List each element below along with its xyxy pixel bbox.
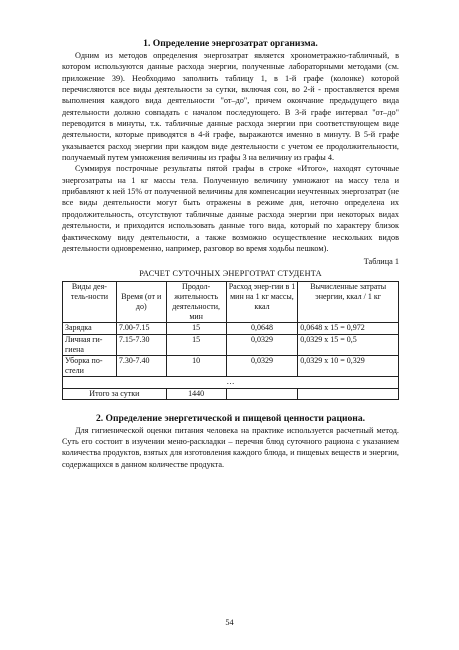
page-number: 54 [225,618,234,627]
ellipsis-cell: … [63,377,399,388]
cell-time: 7.00-7.15 [116,323,166,334]
header-energy-rate: Расход энер-гии в 1 мин на 1 кг массы, ккал [226,281,298,323]
total-value: 1440 [166,388,226,399]
total-empty-cell [298,388,399,399]
section2-paragraph-1: Для гигиенической оценки питания человека на практике используется расчетный метод. Суть его состоит в изучении меню-раскладки – перечня блюд суточного рациона с указанием количества продуктов, взятых для изготовления каждого блюда, и пищевых веществ и энергии, содержащихся в данном количестве продукта. [62,425,399,469]
header-duration: Продол-жительность деятельности, мин [166,281,226,323]
header-activity: Виды дея-тель-ности [63,281,117,323]
section1-paragraph-2: Суммируя построчные результаты пятой графы в строке «Итого», находят суточные энергозатраты на 1 кг массы тела. Полученную величину умножают на массу тела и прибавляют к ней 15% от полученной величины для компенсации неучтенных энергозатрат (не все виды деятельности могут быть отражены в режиме дня, неточно определена их продолжительность, отсутствуют табличные данные расхода энергии при некоторых видах деятельности, и приходится использовать данные того вида, который по характеру близок фактическому виду деятельности, а также возможно осуществление нескольких видов деятельности одновременно, например, разговор во время ходьбы пешком). [62,164,399,253]
header-time: Время (от и до) [116,281,166,323]
table-caption: Таблица 1 [363,257,399,267]
total-label: Итого за сутки [63,388,167,399]
table-row [63,323,399,334]
cell-activity: Уборка по-стели [63,355,117,376]
cell-rate: 0,0329 [226,355,298,376]
cell-duration: 15 [166,334,226,355]
cell-activity: Личная ги-гиена [63,334,117,355]
cell-time: 7.15-7.30 [116,334,166,355]
cell-duration: 10 [166,355,226,376]
cell-total: 0,0329 x 10 = 0,329 [298,355,399,376]
cell-time: 7.30-7.40 [116,355,166,376]
total-empty-cell [226,388,298,399]
table-total-row [63,388,399,399]
table-header-row [63,281,399,323]
cell-rate: 0,0648 [226,323,298,334]
table-row [63,334,399,355]
section2-heading: 2. Определение энергетической и пищевой ценности рациона. [95,412,366,424]
table-row [63,355,399,376]
cell-rate: 0,0329 [226,334,298,355]
header-energy-total: Вычисленные затраты энергии, ккал / 1 кг [298,281,399,323]
cell-activity: Зарядка [63,323,117,334]
table-ellipsis-row [63,377,399,388]
cell-total: 0,0648 x 15 = 0,972 [298,323,399,334]
cell-duration: 15 [166,323,226,334]
cell-total: 0,0329 x 15 = 0,5 [298,334,399,355]
section1-paragraph-1: Одним из методов определения энергозатрат является хронометражно-табличный, в котором используются данные расхода энергии, полученные лабораторными методами (см. приложение 39). Необходимо заполнить таблицу 1, в 1-й графе (колонке) которой перечисляются все виды деятельности за сутки, включая сон, во 2-й - проставляется время выполнения каждого вида деятельности "от–до", причем окончание предыдущего вида деятельности должно совпадать с началом последующего. В 3-й графе интервал "от–до" переводится в минуты, т.к. табличные данные расхода энергии при соответствующем виде деятельности, которые приводятся в 4-й графе, выражаются именно в минуту. В 5-й графе указывается расход энергии при каждом виде деятельности с учетом ее продолжительности, получаемый путем умножения величины из графы 3 на величину из графы 4. [62,51,399,163]
section1-heading: 1. Определение энергозатрат организма. [143,38,318,49]
table-title: РАСЧЕТ СУТОЧНЫХ ЭНЕРГОТРАТ СТУДЕНТА [139,268,322,278]
energy-table [62,281,399,400]
page-content [62,38,399,470]
